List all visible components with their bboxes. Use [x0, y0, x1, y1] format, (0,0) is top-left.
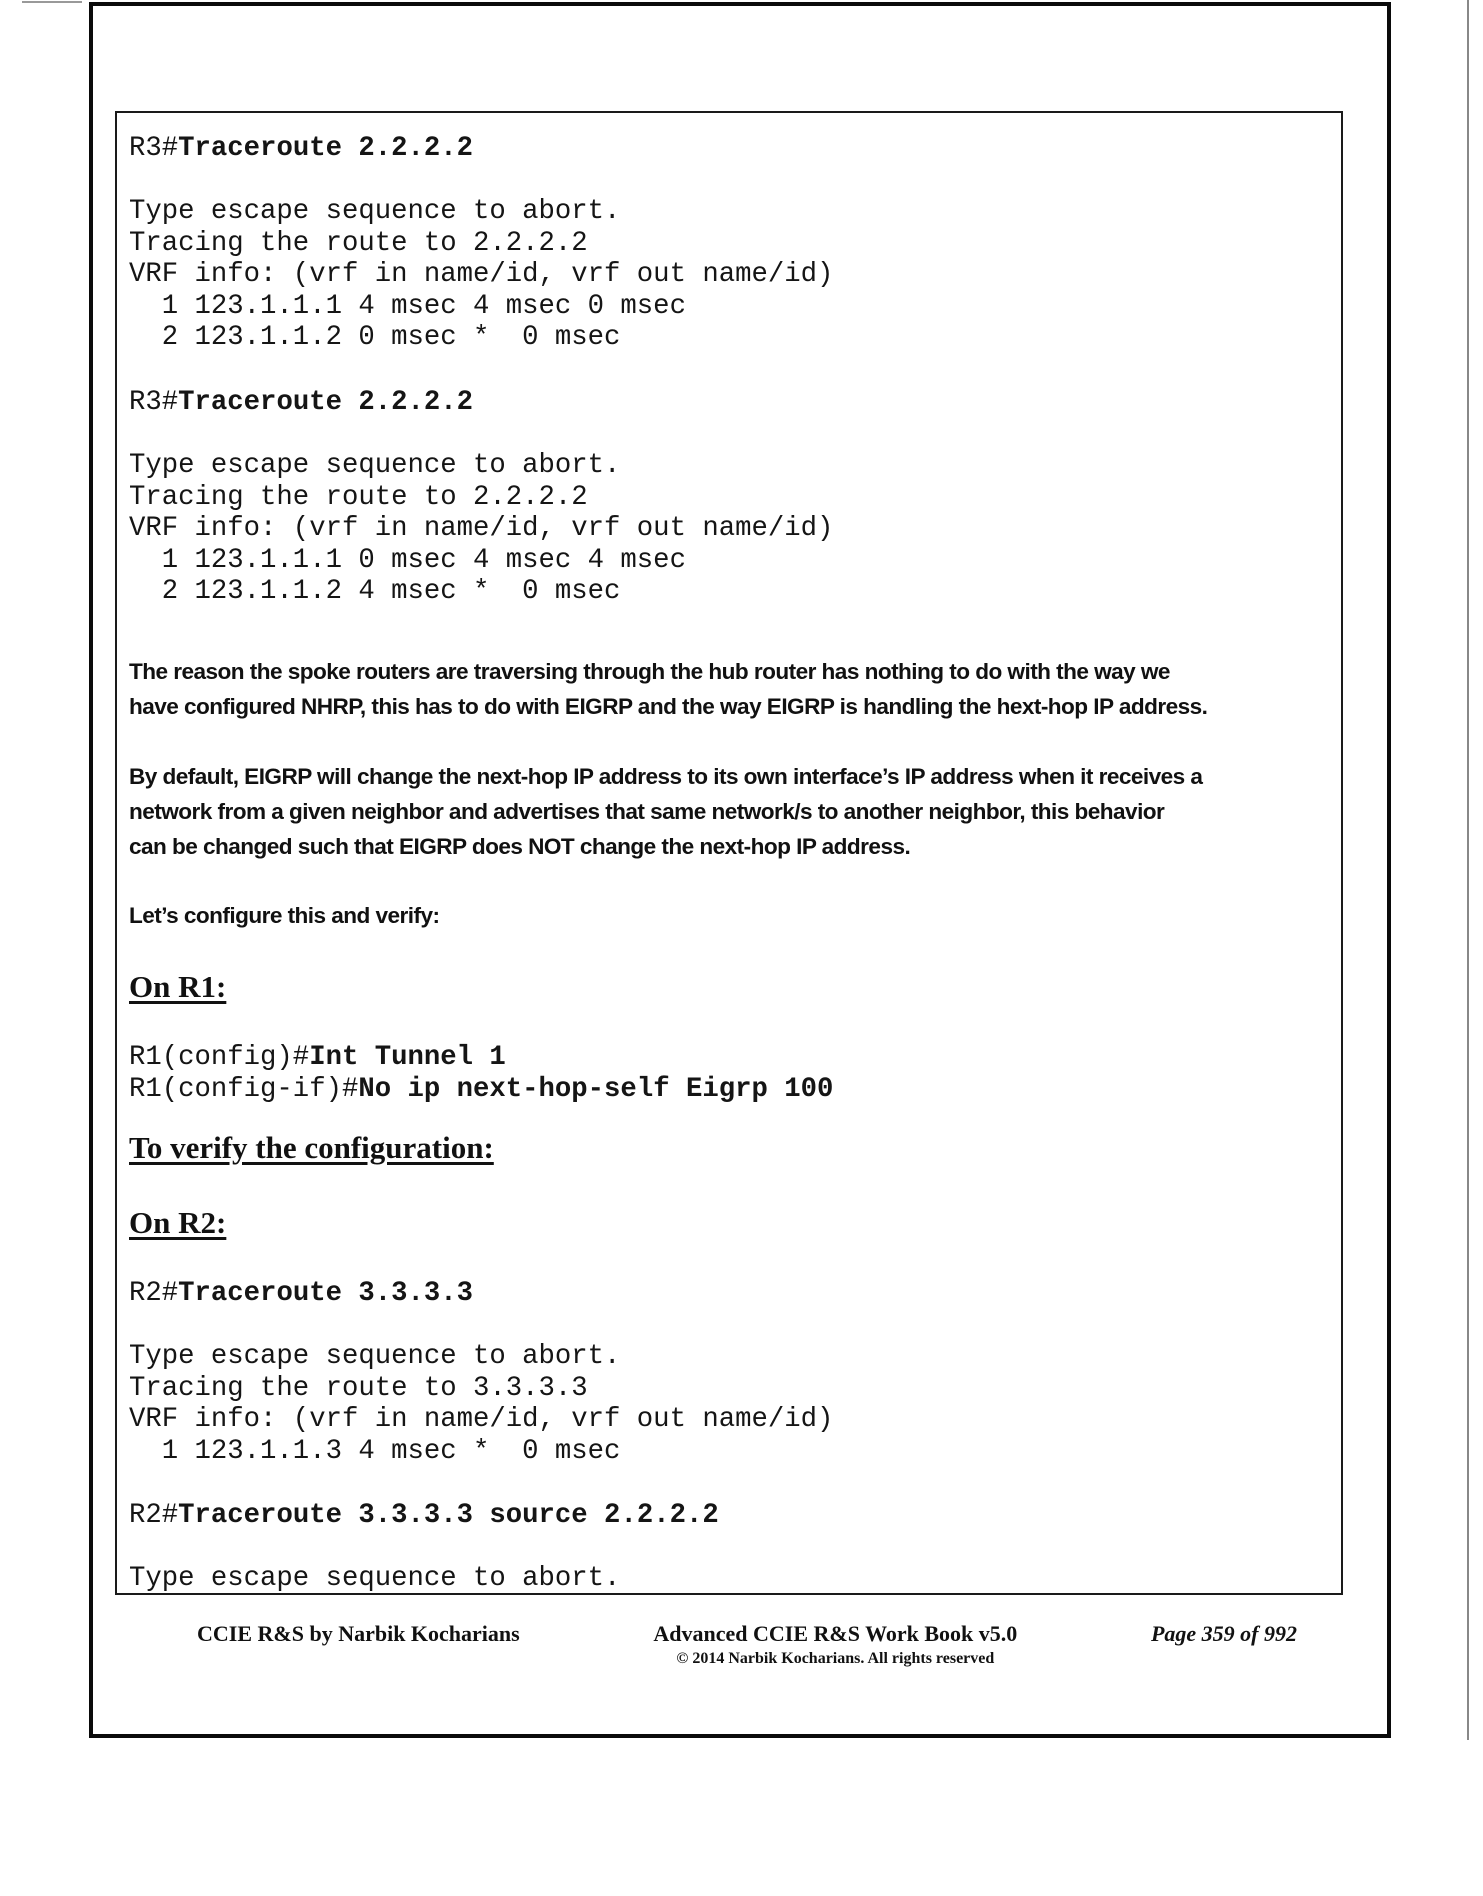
command-line — [129, 387, 1333, 419]
output-line: 1 123.1.1.1 4 msec 4 msec 0 msec — [129, 290, 686, 322]
footer-book — [653, 1620, 1017, 1670]
output-line: Tracing the route to 2.2.2.2 — [129, 481, 588, 513]
config-line — [129, 1042, 1333, 1074]
output-line: Type escape sequence to abort. — [129, 1563, 621, 1594]
trace-block-4 — [129, 1500, 1333, 1595]
page-footer — [197, 1620, 1297, 1670]
content-box — [115, 111, 1343, 1595]
config-line — [129, 1074, 1333, 1106]
output-line: 1 123.1.1.1 0 msec 4 msec 4 msec — [129, 544, 686, 576]
paragraph-explanation — [129, 654, 1333, 724]
output-line: Type escape sequence to abort. — [129, 450, 621, 481]
command: Traceroute 3.3.3.3 — [178, 1278, 474, 1309]
trace-block-2 — [129, 387, 1333, 608]
output-line: VRF info: (vrf in name/id, vrf out name/id) — [129, 1404, 834, 1435]
command-line — [129, 1500, 1333, 1532]
paragraph-default-behavior — [129, 759, 1333, 864]
command: Int Tunnel 1 — [309, 1042, 506, 1073]
footer-copyright: © 2014 Narbik Kocharians. All rights reserved — [676, 1650, 995, 1667]
prompt: R3# — [129, 133, 179, 164]
paragraph-intro — [129, 898, 1333, 933]
paragraph-line: can be changed such that EIGRP does NOT change the next-hop IP address. — [129, 834, 911, 859]
heading: To verify the configuration: — [129, 1130, 494, 1165]
paragraph-line: network from a given neighbor and advertises that same network/s to another neighbor, this behavior — [129, 799, 1165, 824]
footer-author: CCIE R&S by Narbik Kocharians — [197, 1621, 520, 1646]
heading: On R1: — [129, 969, 227, 1004]
command-line — [129, 133, 1333, 165]
command: No ip next-hop-self Eigrp 100 — [358, 1073, 834, 1105]
prompt: R1(config)# — [129, 1042, 310, 1073]
prompt: R3# — [129, 387, 179, 418]
trace-block-1 — [129, 133, 1333, 354]
footer-book-title: Advanced CCIE R&S Work Book v5.0 — [653, 1621, 1018, 1646]
paragraph-line: The reason the spoke routers are traversing through the hub router has nothing to do with the way we — [129, 659, 1170, 684]
section-heading-r2 — [129, 1205, 1333, 1241]
section-heading-r1 — [129, 969, 1333, 1005]
output-line: Type escape sequence to abort. — [129, 196, 621, 227]
output-line: Type escape sequence to abort. — [129, 1341, 621, 1372]
output-line: VRF info: (vrf in name/id, vrf out name/id) — [129, 513, 834, 544]
output-line: Tracing the route to 2.2.2.2 — [129, 227, 588, 259]
output-line: 2 123.1.1.2 4 msec * 0 msec — [129, 576, 621, 607]
scan-edge-line — [1467, 0, 1469, 1740]
trace-block-3 — [129, 1278, 1333, 1467]
prompt: R1(config-if)# — [129, 1073, 359, 1105]
footer-page-number: Page 359 of 992 — [1150, 1621, 1297, 1646]
config-block-r1 — [129, 1042, 1333, 1105]
output-line: 1 123.1.1.3 4 msec * 0 msec — [129, 1435, 621, 1467]
prompt: R2# — [129, 1278, 179, 1309]
output-line: Tracing the route to 3.3.3.3 — [129, 1372, 588, 1404]
prompt: R2# — [129, 1500, 179, 1531]
command: Traceroute 3.3.3.3 source 2.2.2.2 — [178, 1500, 719, 1531]
command: Traceroute 2.2.2.2 — [178, 387, 474, 418]
paragraph-line: Let’s configure this and verify: — [129, 903, 440, 928]
output-line: 2 123.1.1.2 0 msec * 0 msec — [129, 322, 621, 353]
command: Traceroute 2.2.2.2 — [178, 133, 474, 164]
paragraph-line: have configured NHRP, this has to do with EIGRP and the way EIGRP is handling the hext-hop IP address. — [129, 694, 1208, 719]
section-heading-verify — [129, 1130, 1333, 1166]
scan-artifact — [22, 1, 82, 3]
paragraph-line: By default, EIGRP will change the next-hop IP address to its own interface’s IP address when it receives a — [129, 764, 1203, 789]
command-line — [129, 1278, 1333, 1310]
output-line: VRF info: (vrf in name/id, vrf out name/id) — [129, 259, 834, 290]
heading: On R2: — [129, 1205, 227, 1240]
